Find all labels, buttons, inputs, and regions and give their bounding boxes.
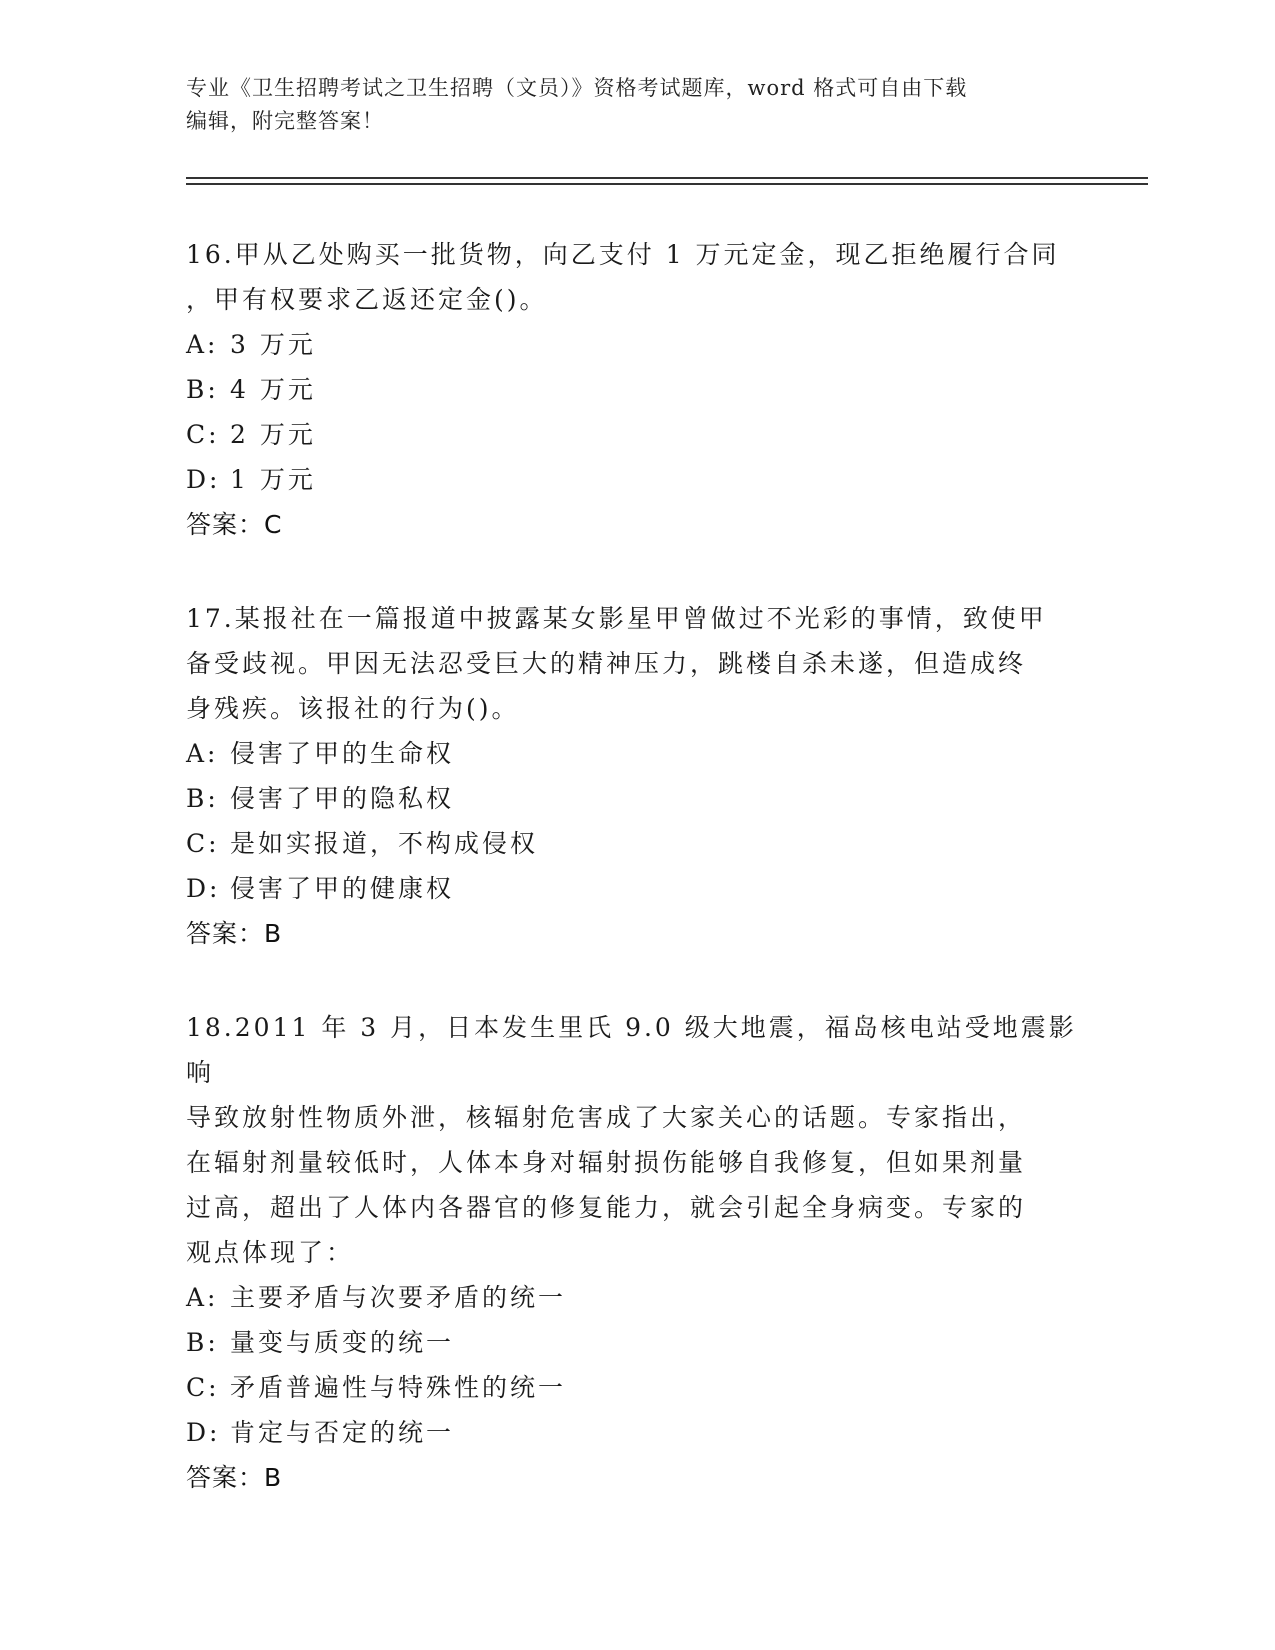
option-a <box>186 322 1086 367</box>
option-letter: C: <box>186 1373 220 1402</box>
option-text: 侵害了甲的健康权 <box>230 874 455 903</box>
option-letter: A: <box>186 739 219 768</box>
answer-label: 答案：C <box>186 510 283 539</box>
question-18 <box>186 1005 1086 1500</box>
question-17 <box>186 596 1086 956</box>
option-b <box>186 776 1086 821</box>
option-text: 矛盾普遍性与特殊性的统一 <box>230 1373 567 1402</box>
option-text: 侵害了甲的生命权 <box>230 739 455 768</box>
option-letter: D: <box>186 874 221 903</box>
option-letter: B: <box>186 784 219 813</box>
answer-label: 答案：B <box>186 919 283 948</box>
option-d <box>186 866 1086 911</box>
question-16 <box>186 232 1086 547</box>
question-text-line: 16.甲从乙处购买一批货物，向乙支付 1 万元定金，现乙拒绝履行合同 <box>186 240 1060 269</box>
document-header <box>186 72 1086 138</box>
option-b <box>186 367 1086 412</box>
header-rule-bottom <box>186 183 1148 185</box>
option-c <box>186 412 1086 457</box>
question-text-line: 观点体现了： <box>186 1238 355 1267</box>
option-d <box>186 457 1086 502</box>
question-text-line: 17.某报社在一篇报道中披露某女影星甲曾做过不光彩的事情，致使甲 <box>186 604 1047 633</box>
option-a <box>186 731 1086 776</box>
header-line-1: 专业《卫生招聘考试之卫生招聘（文员）》资格考试题库，word 格式可自由下载 <box>186 76 968 100</box>
header-line-2: 编辑，附完整答案！ <box>186 109 384 133</box>
option-text: 量变与质变的统一 <box>230 1328 455 1357</box>
option-text: 4 万元 <box>230 375 316 404</box>
option-d <box>186 1410 1086 1455</box>
option-letter: B: <box>186 1328 219 1357</box>
option-text: 2 万元 <box>230 420 316 449</box>
question-text-line: 在辐射剂量较低时，人体本身对辐射损伤能够自我修复，但如果剂量 <box>186 1148 1027 1177</box>
question-text-line: ，甲有权要求乙返还定金()。 <box>186 285 548 314</box>
answer-label: 答案：B <box>186 1463 283 1492</box>
option-c <box>186 1365 1086 1410</box>
option-letter: D: <box>186 465 221 494</box>
option-text: 是如实报道，不构成侵权 <box>230 829 539 858</box>
option-text: 1 万元 <box>230 465 316 494</box>
header-rule-top <box>186 177 1148 179</box>
option-letter: A: <box>186 1283 219 1312</box>
option-letter: A: <box>186 330 219 359</box>
question-text-line: 过高，超出了人体内各器官的修复能力，就会引起全身病变。专家的 <box>186 1193 1027 1222</box>
question-text-line: 导致放射性物质外泄，核辐射危害成了大家关心的话题。专家指出， <box>186 1103 1027 1132</box>
option-c <box>186 821 1086 866</box>
question-text-line: 备受歧视。甲因无法忍受巨大的精神压力，跳楼自杀未遂，但造成终 <box>186 649 1027 678</box>
option-letter: D: <box>186 1418 221 1447</box>
option-text: 主要矛盾与次要矛盾的统一 <box>230 1283 567 1312</box>
option-a <box>186 1275 1086 1320</box>
option-letter: C: <box>186 420 220 449</box>
option-letter: C: <box>186 829 220 858</box>
option-text: 3 万元 <box>230 330 316 359</box>
option-text: 侵害了甲的隐私权 <box>230 784 455 813</box>
question-text-line: 身残疾。该报社的行为()。 <box>186 694 520 723</box>
option-b <box>186 1320 1086 1365</box>
option-text: 肯定与否定的统一 <box>230 1418 455 1447</box>
option-letter: B: <box>186 375 219 404</box>
question-text-line: 18.2011 年 3 月，日本发生里氏 9.0 级大地震，福岛核电站受地震影响 <box>186 1013 1077 1087</box>
